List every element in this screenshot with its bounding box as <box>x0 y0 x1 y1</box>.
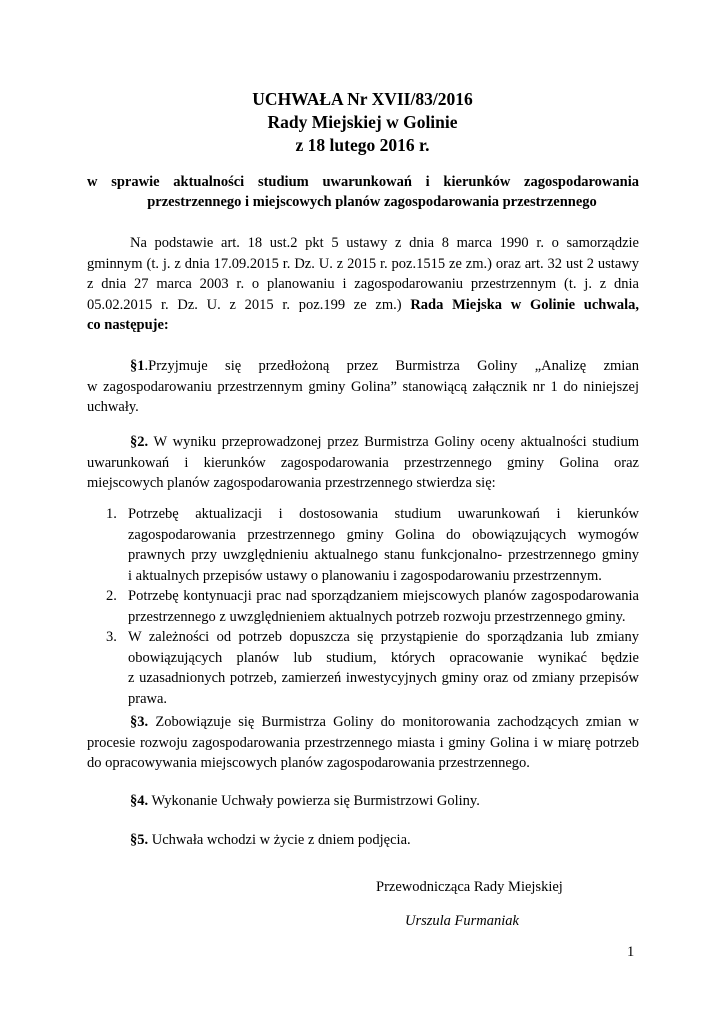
section-line <box>87 830 639 851</box>
signatory-role: Przewodnicząca Rady Miejskiej <box>376 879 563 895</box>
list-number: 1. <box>106 506 117 522</box>
preamble <box>87 233 639 336</box>
section-line: uwarunkowań i kierunków zagospodarowania przestrzennego gminy Golina oraz <box>87 454 639 471</box>
list-line: przestrzennego z uwzględnieniem aktualnych potrzeb rozwoju przestrzennego gminy. <box>128 608 626 625</box>
section-line: uchwały. <box>87 399 139 415</box>
preamble-bold: co następuje: <box>87 317 169 333</box>
section-line <box>87 712 639 733</box>
section-3 <box>87 712 639 774</box>
signatory-name: Urszula Furmaniak <box>405 913 519 929</box>
findings-list <box>106 504 639 709</box>
section-mark: §2. <box>130 434 149 450</box>
section-text: Zobowiązuje się Burmistrza Goliny do monitorowania zachodzących zmian w <box>148 714 639 730</box>
section-mark: §1 <box>130 358 145 374</box>
section-line <box>87 356 639 377</box>
preamble-line <box>87 295 639 316</box>
preamble-line: gminnym (t. j. z dnia 17.09.2015 r. Dz. U. z 2015 r. poz.1515 ze zm.) oraz art. 32 ust 2 ustawy <box>87 255 639 272</box>
section-mark: §5. <box>130 832 149 848</box>
page-number: 1 <box>627 944 635 960</box>
section-line: w zagospodarowaniu przestrzennym gminy Golina” stanowiącą załącznik nr 1 do niniejszej <box>87 378 639 395</box>
section-1 <box>87 356 639 418</box>
section-text: Uchwała wchodzi w życie z dniem podjęcia. <box>148 832 411 848</box>
preamble-line: z dnia 27 marca 2003 r. o planowaniu i zagospodarowaniu przestrzennym (t. j. z dnia <box>87 276 639 292</box>
list-line: i aktualnych przepisów ustawy o planowaniu i zagospodarowaniu przestrzennym. <box>128 567 602 584</box>
section-text: .Przyjmuje się przedłożoną przez Burmistrza Goliny „Analizę zmian <box>144 358 639 374</box>
section-line: do opracowywania miejscowych planów zagospodarowania przestrzennego. <box>87 755 530 771</box>
preamble-bold: Rada Miejska w Golinie uchwala, <box>410 296 639 313</box>
list-line: obowiązujących planów lub studium, których opracowanie wynikać będzie <box>128 649 639 666</box>
section-4 <box>87 791 639 812</box>
section-mark: §3. <box>130 714 149 730</box>
section-line: miejscowych planów zagospodarowania przestrzennego stwierdza się: <box>87 475 496 491</box>
section-5 <box>87 830 639 851</box>
list-item <box>106 627 639 709</box>
resolution-number: UCHWAŁA Nr XVII/83/2016 <box>252 89 473 109</box>
subject-line: przestrzennego i miejscowych planów zagospodarowania przestrzennego <box>147 194 597 210</box>
preamble-line <box>87 315 639 336</box>
list-line: z uzasadnionych potrzeb, zamierzeń inwestycyjnych gminy oraz od zmiany przepisów <box>128 670 639 686</box>
list-item <box>106 504 639 586</box>
subject-line: w sprawie aktualności studium uwarunkowań i kierunków zagospodarowania <box>87 174 639 190</box>
list-line: W zależności od potrzeb dopuszcza się przystąpienie do sporządzania lub zmiany <box>128 629 639 645</box>
resolution-subject <box>87 172 639 212</box>
section-line <box>87 791 639 812</box>
section-text: W wyniku przeprowadzonej przez Burmistrza Goliny oceny aktualności studium <box>148 434 639 450</box>
preamble-text: 05.02.2015 r. Dz. U. z 2015 r. poz.199 ze zm.) <box>87 296 411 313</box>
list-line: prawa. <box>128 690 168 707</box>
list-line: Potrzebę aktualizacji i dostosowania studium uwarunkowań i kierunków <box>128 506 639 522</box>
resolution-date: z 18 lutego 2016 r. <box>295 135 430 155</box>
section-mark: §4. <box>130 793 149 809</box>
preamble-line: Na podstawie art. 18 ust.2 pkt 5 ustawy z dnia 8 marca 1990 r. o samorządzie <box>130 235 639 251</box>
list-line: prawnych przy uwzględnieniu aktualnego stanu funkcjonalno- przestrzennego gminy <box>128 547 639 563</box>
list-number: 2. <box>106 588 117 604</box>
list-item <box>106 586 639 627</box>
council-name: Rady Miejskiej w Golinie <box>267 112 458 132</box>
section-line <box>87 432 639 453</box>
section-text: Wykonanie Uchwały powierza się Burmistrzowi Goliny. <box>148 793 480 809</box>
list-line: Potrzebę kontynuacji prac nad sporządzaniem miejscowych planów zagospodarowania <box>128 588 639 604</box>
section-2 <box>87 432 639 494</box>
list-number: 3. <box>106 629 117 645</box>
list-line: zagospodarowania przestrzennego gminy Golina do obowiązujących wymogów <box>128 526 639 543</box>
section-line: procesie rozwoju zagospodarowania przestrzennego miasta i gminy Golina i w miarę potrzeb <box>87 734 639 751</box>
